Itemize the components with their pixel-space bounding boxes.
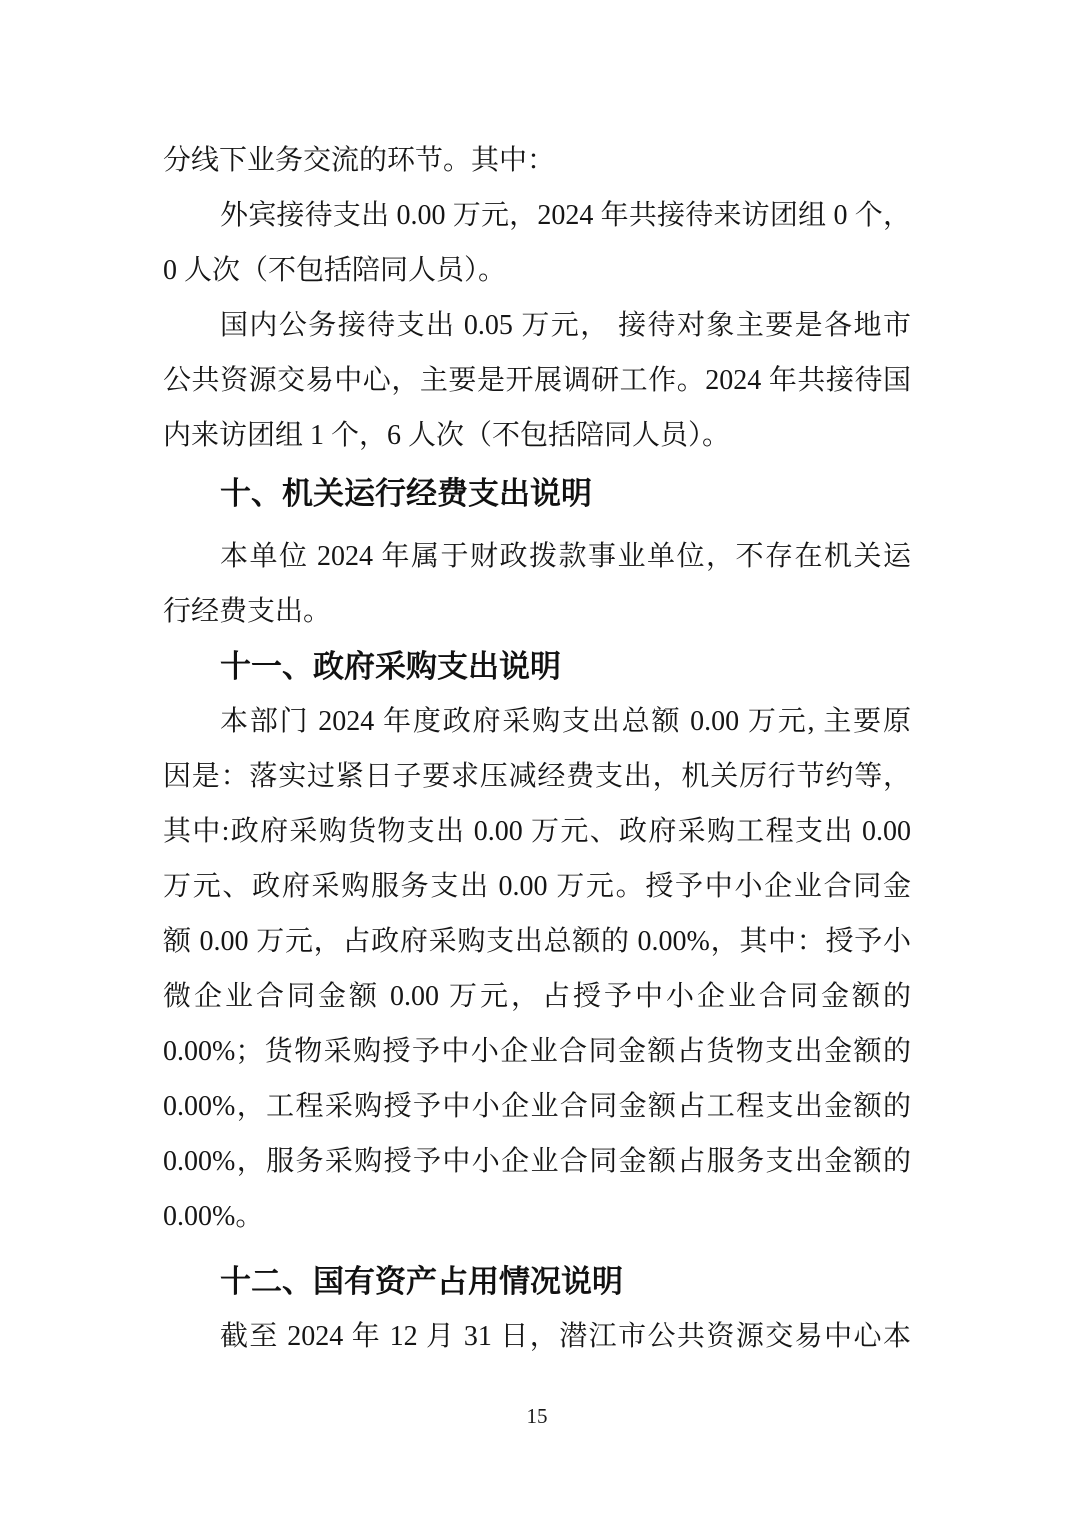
text-line: 0.00%，工程采购授予中小企业合同金额占工程支出金额的 <box>163 1091 911 1122</box>
page-number: 15 <box>526 1404 548 1428</box>
text-line: 微企业合同金额 0.00 万元，占授予中小企业合同金额的 <box>163 981 911 1012</box>
text-line: 分线下业务交流的环节。其中： <box>163 145 556 176</box>
text-line: 公共资源交易中心，主要是开展调研工作。2024 年共接待国 <box>163 365 911 396</box>
text-line: 0.00%；货物采购授予中小企业合同金额占货物支出金额的 <box>163 1036 911 1067</box>
text-line: 万元、政府采购服务支出 0.00 万元。授予中小企业合同金 <box>163 871 911 902</box>
section-heading: 十一、政府采购支出说明 <box>220 649 561 684</box>
text-line: 其中:政府采购货物支出 0.00 万元、政府采购工程支出 0.00 <box>163 816 911 847</box>
text-line: 0 人次（不包括陪同人员）。 <box>163 255 507 286</box>
text-line: 0.00%。 <box>163 1201 264 1232</box>
text-line: 额 0.00 万元，占政府采购支出总额的 0.00%，其中：授予小 <box>163 926 911 957</box>
section-heading: 十、机关运行经费支出说明 <box>220 476 592 511</box>
text-line: 截至 2024 年 12 月 31 日，潜江市公共资源交易中心本 <box>220 1321 911 1352</box>
text-line: 国内公务接待支出 0.05 万元， 接待对象主要是各地市 <box>220 310 911 341</box>
text-line: 0.00%，服务采购授予中小企业合同金额占服务支出金额的 <box>163 1146 911 1177</box>
text-line: 本单位 2024 年属于财政拨款事业单位，不存在机关运 <box>220 541 911 572</box>
text-line: 本部门 2024 年度政府采购支出总额 0.00 万元, 主要原 <box>220 706 911 737</box>
text-line: 因是：落实过紧日子要求压减经费支出，机关厉行节约等， <box>163 761 911 792</box>
section-heading: 十二、国有资产占用情况说明 <box>220 1264 623 1299</box>
document-body <box>163 133 911 1364</box>
text-line: 内来访团组 1 个，6 人次（不包括陪同人员）。 <box>163 420 731 451</box>
text-line: 行经费支出。 <box>163 596 332 627</box>
text-line: 外宾接待支出 0.00 万元，2024 年共接待来访团组 0 个， <box>220 200 911 231</box>
